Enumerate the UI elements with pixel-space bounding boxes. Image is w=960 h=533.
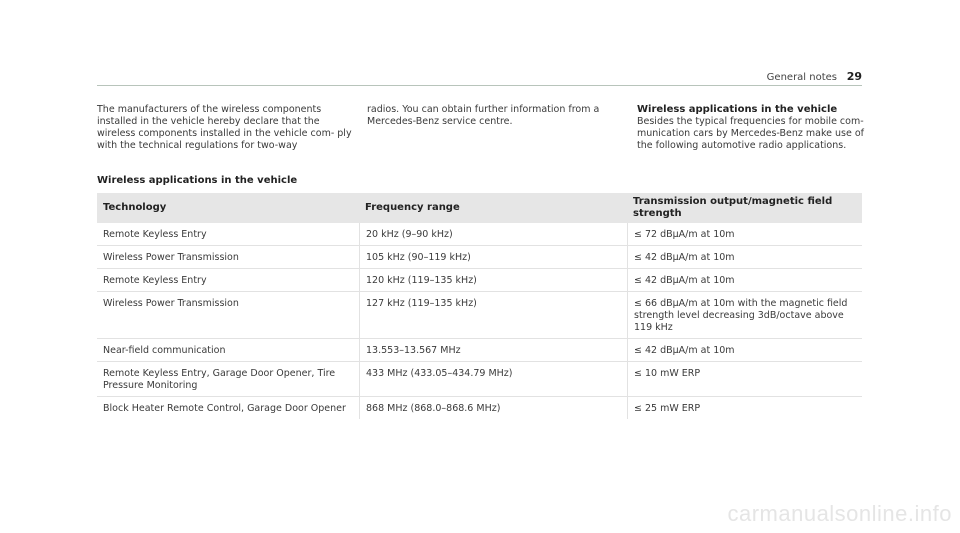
technology-cell: Wireless Power Transmission: [103, 252, 239, 263]
header-divider: [97, 85, 862, 86]
table-header-row: [97, 193, 862, 223]
frequency-cell: 13.553–13.567 MHz: [359, 339, 627, 361]
table-row: [97, 269, 862, 292]
table-row: [97, 339, 862, 362]
technology-cell: Wireless Power Transmission: [103, 298, 239, 309]
transmission-cell: ≤ 66 dBµA/m at 10m with the magnetic field strength level decreasing 3dB/octave above 119 kHz: [627, 292, 862, 338]
transmission-cell: ≤ 42 dBµA/m at 10m: [627, 269, 862, 291]
technology-cell: Remote Keyless Entry: [103, 275, 207, 286]
frequency-cell: 20 kHz (9–90 kHz): [359, 223, 627, 245]
wireless-applications-table: [97, 193, 862, 419]
transmission-cell: ≤ 42 dBµA/m at 10m: [627, 339, 862, 361]
table-row: [97, 362, 862, 397]
table-row: [97, 223, 862, 246]
table-heading: Wireless applications in the vehicle: [97, 175, 298, 186]
site-watermark: carmanualsonline.info: [727, 501, 952, 526]
frequency-cell: 433 MHz (433.05–434.79 MHz): [359, 362, 627, 396]
intro-column-1: The manufacturers of the wireless components installed in the vehicle hereby declare that the wireless components installed in the vehicle com- ply with the technical regulations for two-way: [97, 104, 352, 151]
wireless-applications-heading: Wireless applications in the vehicle: [637, 104, 838, 115]
table-row: [97, 246, 862, 269]
transmission-cell: ≤ 25 mW ERP: [627, 397, 862, 419]
technology-cell: Block Heater Remote Control, Garage Door Opener: [103, 403, 346, 414]
technology-cell: Near-field communication: [103, 345, 226, 356]
column-header-transmission: Transmission output/magnetic field strength: [633, 196, 833, 219]
technology-cell: Remote Keyless Entry: [103, 229, 207, 240]
frequency-cell: 127 kHz (119–135 kHz): [359, 292, 627, 338]
section-title: General notes: [766, 72, 837, 83]
frequency-cell: 868 MHz (868.0–868.6 MHz): [359, 397, 627, 419]
transmission-cell: ≤ 72 dBµA/m at 10m: [627, 223, 862, 245]
wireless-applications-text: Besides the typical frequencies for mobile com- munication cars by Mercedes-Benz make use of the following automotive radio applications.: [637, 116, 864, 151]
table-row: [97, 397, 862, 419]
table-row: [97, 292, 862, 339]
page-number: 29: [846, 70, 862, 83]
transmission-cell: ≤ 42 dBµA/m at 10m: [627, 246, 862, 268]
column-header-technology: Technology: [103, 202, 167, 213]
intro-column-3: [637, 104, 877, 152]
column-header-frequency: Frequency range: [365, 202, 460, 213]
technology-cell: Remote Keyless Entry, Garage Door Opener, Tire Pressure Monitoring: [103, 368, 336, 391]
frequency-cell: 120 kHz (119–135 kHz): [359, 269, 627, 291]
frequency-cell: 105 kHz (90–119 kHz): [359, 246, 627, 268]
intro-column-2: radios. You can obtain further information from a Mercedes-Benz service centre.: [367, 104, 600, 127]
transmission-cell: ≤ 10 mW ERP: [627, 362, 862, 396]
